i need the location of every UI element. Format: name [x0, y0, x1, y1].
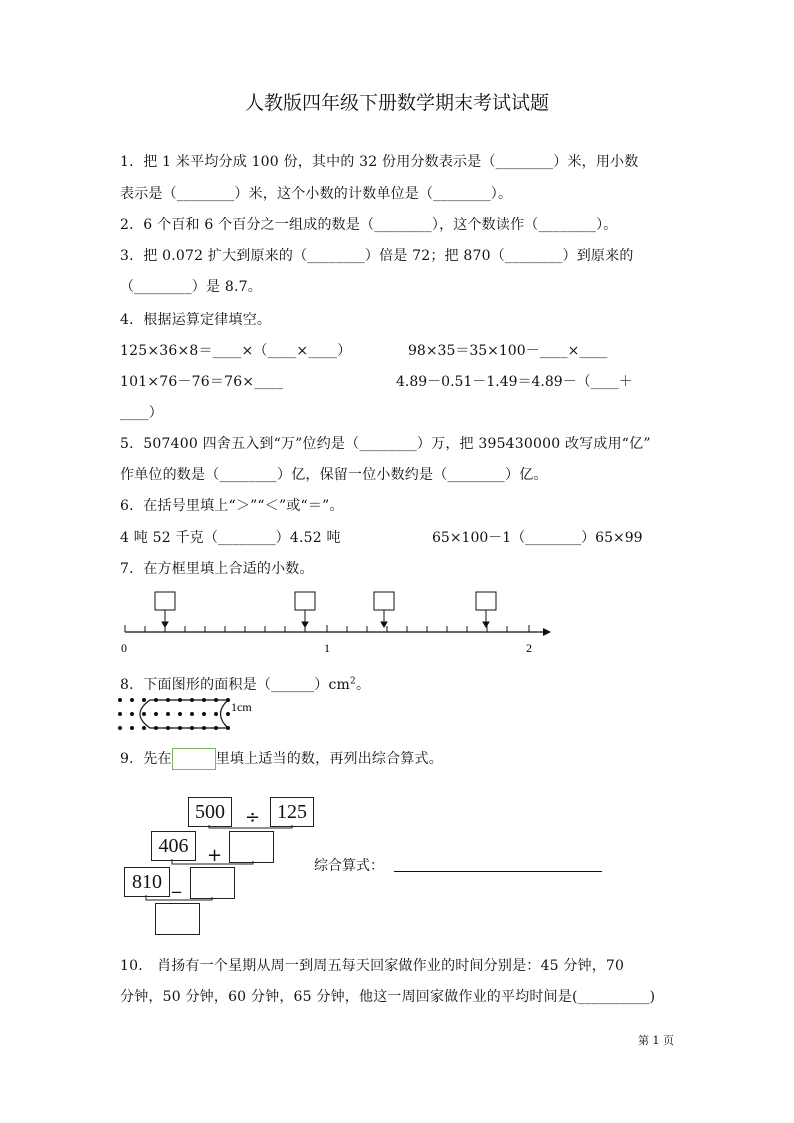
number-line-pointers [162, 610, 489, 627]
number-line [115, 588, 555, 660]
question-8-superscript: 2 [350, 676, 356, 687]
question-4-item-d: 4.89－0.51－1.49＝4.89－（____＋ [396, 374, 633, 390]
question-5-line-1: 5．507400 四舍五入到“万”位约是（________）万，把 395430000 改写成用“亿” [120, 436, 651, 452]
tree-connector-lines [120, 790, 320, 940]
dot-grid-figure [115, 695, 275, 737]
number-line-ticks [125, 625, 529, 632]
number-line-label-1: 1 [324, 641, 330, 655]
question-8-end: 。 [355, 677, 371, 693]
question-1-line-2: 表示是（________）米，这个小数的计数单位是（________）。 [120, 186, 513, 202]
page-title: 人教版四年级下册数学期末考试试题 [244, 92, 549, 114]
question-10-line-2: 分钟，50 分钟，60 分钟，65 分钟，他这一周回家做作业的平均时间是(__________) [120, 989, 656, 1005]
plus-sign: + [207, 845, 223, 866]
question-6-item-b: 65×100－1（________）65×99 [432, 530, 643, 546]
number-line-arrow [543, 628, 551, 636]
answer-box-3 [374, 592, 394, 610]
question-10-line-1: 10． 肖扬有一个星期从周一到周五每天回家做作业的时间分别是：45 分钟，70 [120, 958, 625, 974]
answer-box-2 [295, 592, 315, 610]
tree-box-406: 406 [151, 831, 196, 861]
number-line-answer-boxes [155, 592, 496, 610]
number-line-label-2: 2 [526, 641, 532, 655]
dot-grid-dots [118, 698, 230, 730]
question-4-item-b: 98×35＝35×100－____×____ [408, 343, 608, 359]
tree-box-810: 810 [124, 867, 170, 897]
formula-label: 综合算式： [314, 858, 384, 874]
question-9-text-cont: 里填上适当的数，再列出综合算式。 [215, 751, 443, 767]
question-6-item-a: 4 吨 52 千克（________）4.52 吨 [120, 530, 341, 546]
question-4: 4．根据运算定律填空。 [120, 312, 272, 328]
page-number: 第 1 页 [638, 1034, 674, 1047]
tree-box-125: 125 [270, 797, 314, 827]
minus-sign: _ [172, 873, 181, 894]
green-answer-box [172, 748, 216, 770]
question-8 [120, 674, 370, 694]
question-1-line-1: 1．把 1 米平均分成 100 份，其中的 32 份用分数表示是（________）米，用小数 [120, 154, 639, 170]
question-4-item-d-cont: ____） [120, 405, 163, 421]
question-2: 2．6 个百和 6 个百分之一组成的数是（________），这个数读作（________）。 [120, 217, 618, 233]
tree-box-500: 500 [188, 797, 232, 827]
question-5-line-2: 作单位的数是（________）亿，保留一位小数约是（________）亿。 [120, 467, 548, 483]
answer-box-1 [155, 592, 175, 610]
question-7: 7．在方框里填上合适的小数。 [120, 561, 314, 577]
question-4-item-a: 125×36×8＝____×（____×____） [120, 343, 352, 359]
question-8-text: 8．下面图形的面积是（______）cm [120, 677, 351, 693]
divide-sign: ÷ [245, 807, 261, 828]
question-3-line-1: 3．把 0.072 扩大到原来的（________）倍是 72；把 870（________）到原来的 [120, 248, 634, 264]
question-9 [120, 748, 443, 770]
question-3-line-2: （________）是 8.7。 [120, 279, 262, 295]
question-6: 6．在括号里填上“＞”“＜”或“＝”。 [120, 498, 344, 514]
formula-answer-line [394, 871, 602, 872]
answer-box-4 [476, 592, 496, 610]
question-9-text: 9．先在 [120, 751, 172, 767]
dot-grid-unit-label: 1cm [231, 700, 252, 714]
question-4-item-c: 101×76－76＝76×____ [120, 374, 284, 390]
number-line-label-0: 0 [121, 641, 127, 655]
